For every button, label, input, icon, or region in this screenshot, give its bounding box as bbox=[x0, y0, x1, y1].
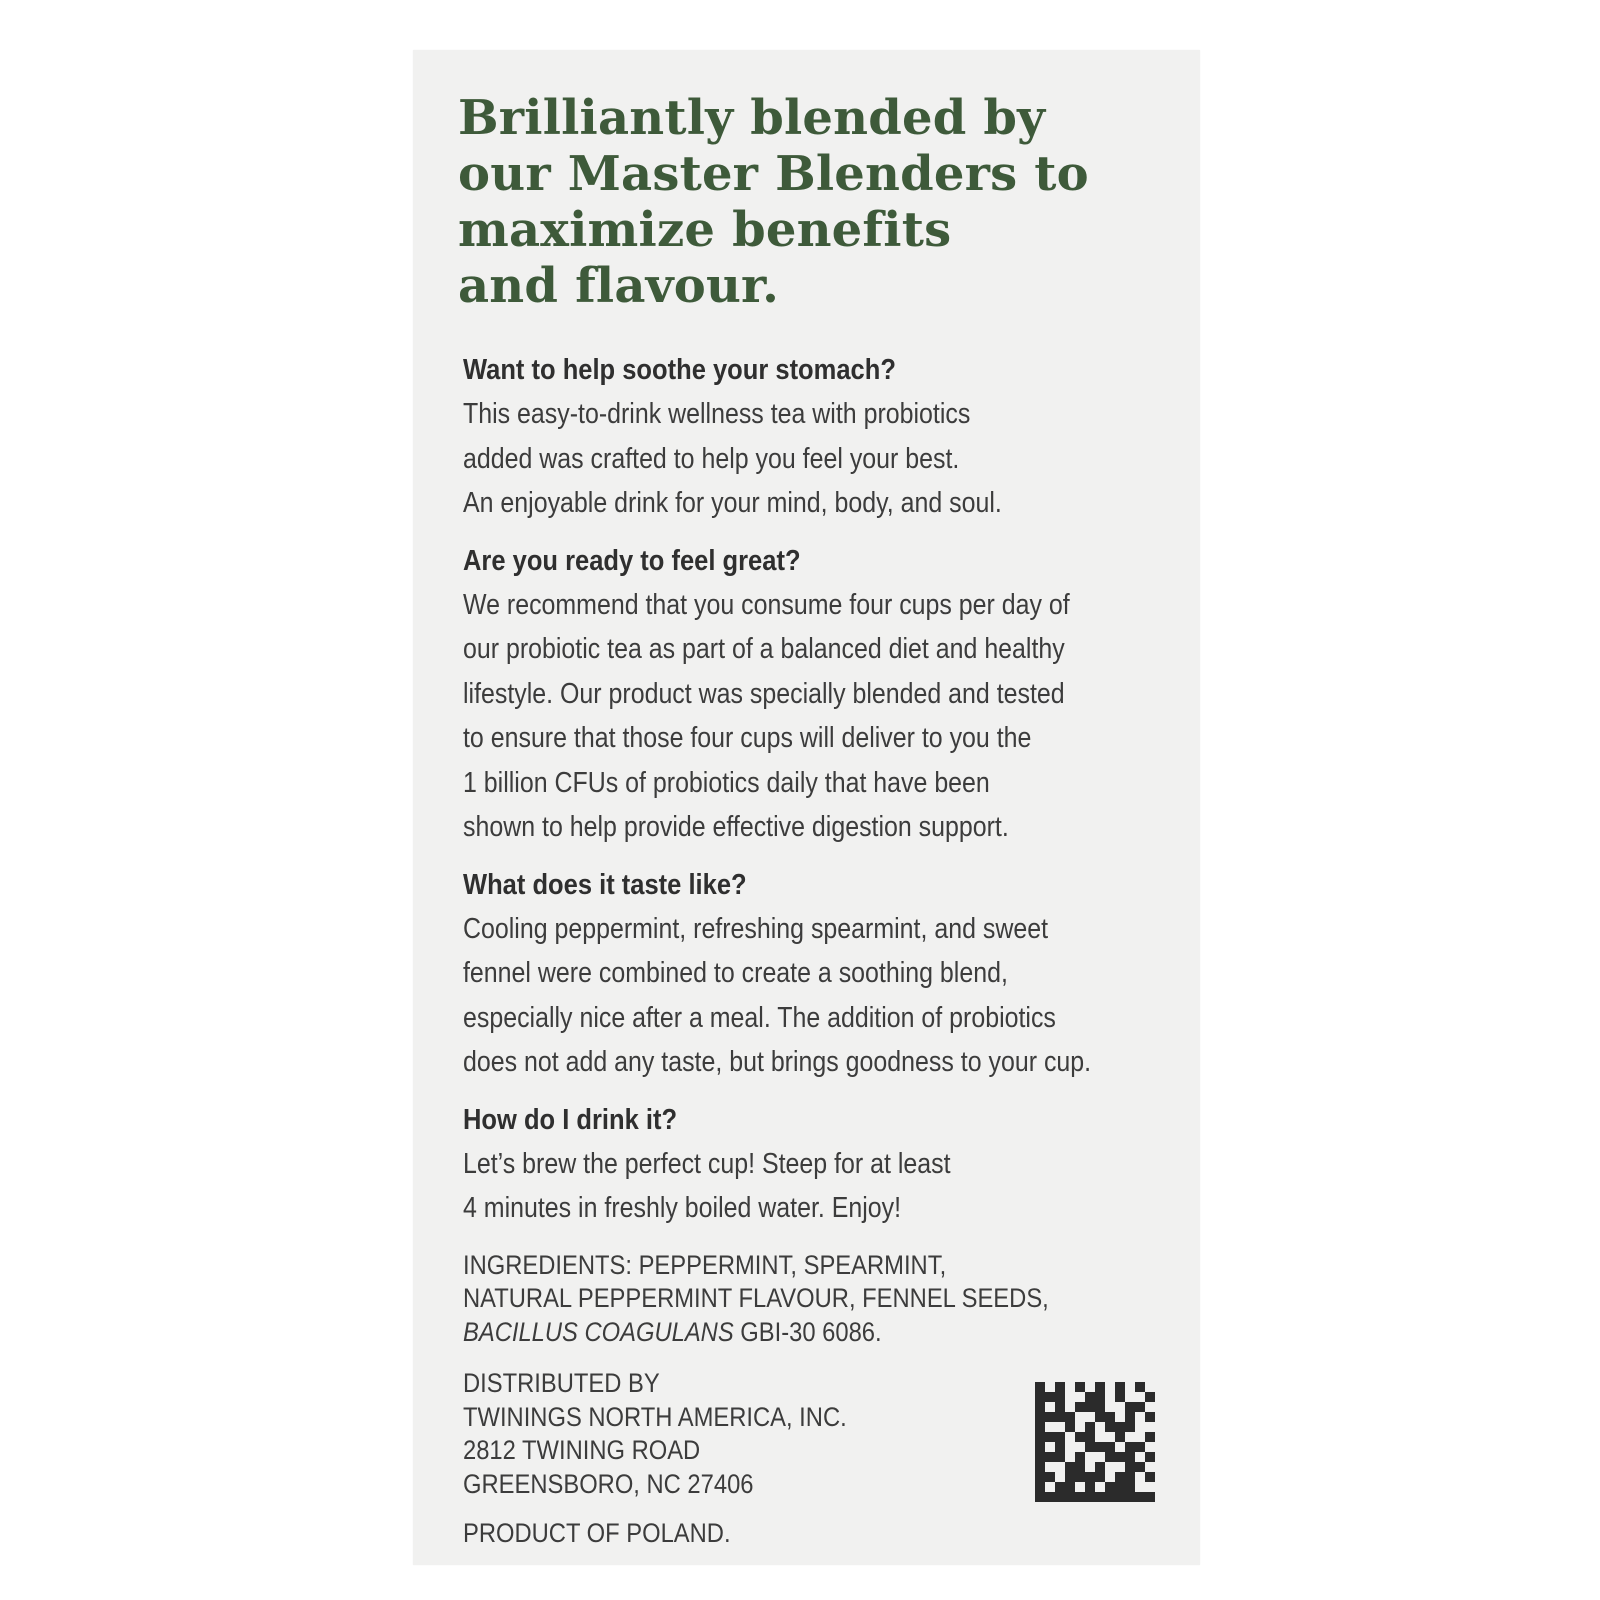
section-line: Cooling peppermint, refreshing spearmint, and sweet bbox=[463, 912, 1049, 945]
country-of-origin: PRODUCT OF POLAND. bbox=[463, 1518, 731, 1548]
section-line: fennel were combined to create a soothing blend, bbox=[463, 957, 1008, 989]
section-line: does not add any taste, but brings goodness to your cup. bbox=[463, 1046, 1092, 1078]
ingredients-line bbox=[463, 1316, 1079, 1350]
section-line: to ensure that those four cups will deliver to you the bbox=[463, 722, 1032, 754]
section-line: Let’s brew the perfect cup! Steep for at least bbox=[463, 1147, 951, 1180]
data-matrix-code-icon bbox=[1035, 1382, 1155, 1502]
section-line: This easy-to-drink wellness tea with probiotics bbox=[463, 398, 971, 430]
headline-line: and flavour. bbox=[458, 258, 780, 314]
probiotic-strain-name: BACILLUS COAGULANS bbox=[463, 1316, 734, 1347]
section-question: Are you ready to feel great? bbox=[463, 544, 801, 577]
distributor-line: TWININGS NORTH AMERICA, INC. bbox=[463, 1401, 847, 1432]
section-line: added was crafted to help you feel your best. bbox=[463, 442, 960, 475]
section-taste bbox=[463, 863, 1163, 1085]
section-line: shown to help provide effective digestion support. bbox=[463, 811, 1009, 843]
probiotic-strain-code: GBI-30 6086. bbox=[733, 1316, 882, 1347]
ingredients-line: INGREDIENTS: PEPPERMINT, SPEARMINT, bbox=[463, 1249, 947, 1280]
section-line: our probiotic tea as part of a balanced diet and healthy bbox=[463, 633, 1065, 665]
section-line: 1 billion CFUs of probiotics daily that have been bbox=[463, 766, 990, 799]
section-question: What does it taste like? bbox=[463, 868, 747, 901]
distributor-line: 2812 TWINING ROAD bbox=[463, 1435, 701, 1465]
section-line: 4 minutes in freshly boiled water. Enjoy! bbox=[463, 1192, 902, 1224]
distributor-line: GREENSBORO, NC 27406 bbox=[463, 1468, 754, 1499]
headline-line: Brilliantly blended by bbox=[458, 90, 1046, 146]
distributor-line: DISTRIBUTED BY bbox=[463, 1368, 660, 1398]
package-back-panel bbox=[413, 50, 1200, 1565]
ingredients-line: NATURAL PEPPERMINT FLAVOUR, FENNEL SEEDS, bbox=[463, 1283, 1049, 1313]
section-feel-great bbox=[463, 539, 1163, 850]
headline bbox=[458, 90, 1158, 314]
section-line: An enjoyable drink for your mind, body, and soul. bbox=[463, 487, 1002, 519]
ingredients-list bbox=[463, 1249, 1163, 1350]
section-soothe-stomach bbox=[463, 348, 1163, 526]
headline-line: maximize benefits bbox=[458, 202, 952, 258]
body-copy bbox=[463, 348, 1163, 1551]
section-line: especially nice after a meal. The addition of probiotics bbox=[463, 1001, 1056, 1034]
section-question: How do I drink it? bbox=[463, 1103, 678, 1136]
section-question: Want to help soothe your stomach? bbox=[463, 354, 896, 386]
headline-line: our Master Blenders to bbox=[458, 146, 1089, 202]
section-how-to-drink bbox=[463, 1098, 1163, 1231]
section-line: lifestyle. Our product was specially blended and tested bbox=[463, 677, 1065, 710]
section-line: We recommend that you consume four cups per day of bbox=[463, 588, 1070, 621]
